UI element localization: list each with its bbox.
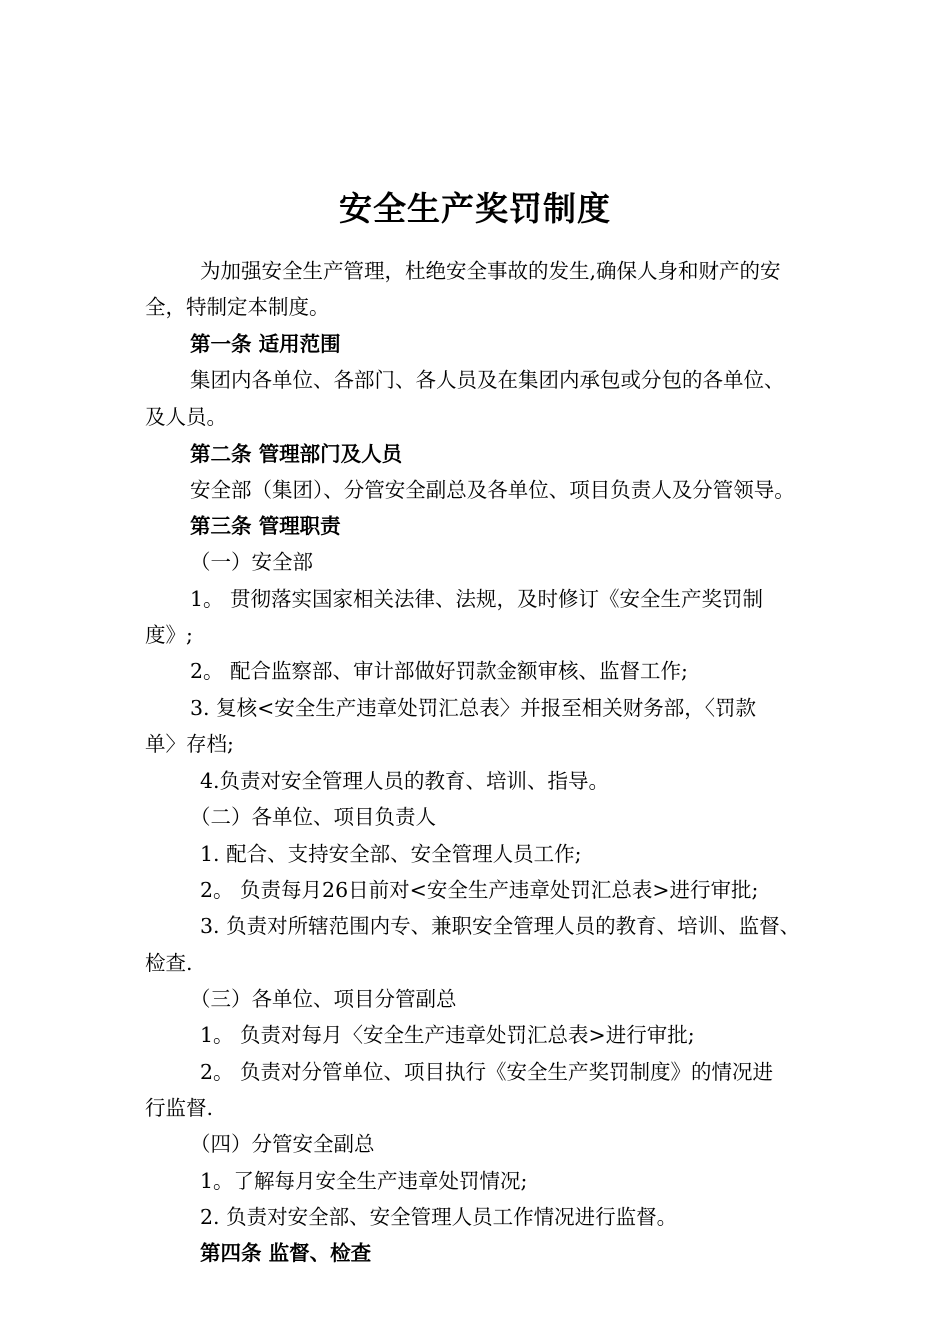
subsection-heading: （四）分管安全副总 bbox=[190, 1132, 375, 1156]
list-item-continuation: 度》; bbox=[145, 623, 193, 647]
paragraph-line: 集团内各单位、各部门、各人员及在集团内承包或分包的各单位、 bbox=[190, 368, 785, 392]
list-item: 2。 配合监察部、审计部做好罚款金额审核、监督工作; bbox=[190, 659, 688, 683]
list-item: 1. 配合、支持安全部、安全管理人员工作; bbox=[200, 842, 582, 866]
list-item: 3. 负责对所辖范围内专、兼职安全管理人员的教育、培训、监督、 bbox=[200, 914, 801, 938]
list-item-continuation: 行监督. bbox=[145, 1096, 214, 1120]
list-item-continuation: 检查. bbox=[145, 951, 193, 975]
section-heading: 第一条 适用范围 bbox=[190, 332, 341, 356]
list-item: 2。 负责每月26日前对<安全生产违章处罚汇总表>进行审批; bbox=[200, 878, 759, 902]
list-item: 2。 负责对分管单位、项目执行《安全生产奖罚制度》的情况进 bbox=[200, 1060, 774, 1084]
section-heading: 第二条 管理部门及人员 bbox=[190, 442, 403, 466]
paragraph-line: 全，特制定本制度。 bbox=[145, 295, 330, 319]
list-item: 3. 复核<安全生产违章处罚汇总表〉并报至相关财务部，〈罚款 bbox=[190, 696, 757, 720]
section-heading: 第三条 管理职责 bbox=[190, 514, 341, 538]
paragraph-line: 为加强安全生产管理，杜绝安全事故的发生,确保人身和财产的安 bbox=[200, 259, 781, 283]
document-title: 安全生产奖罚制度 bbox=[339, 189, 611, 228]
list-item-continuation: 单〉存档; bbox=[145, 732, 234, 756]
subsection-heading: （一）安全部 bbox=[190, 550, 313, 574]
paragraph-line: 及人员。 bbox=[145, 405, 227, 429]
list-item: 1。 贯彻落实国家相关法律、法规，及时修订《安全生产奖罚制 bbox=[190, 587, 764, 611]
subsection-heading: （三）各单位、项目分管副总 bbox=[190, 987, 457, 1011]
list-item: 1。 负责对每月〈安全生产违章处罚汇总表>进行审批; bbox=[200, 1023, 695, 1047]
subsection-heading: （二）各单位、项目负责人 bbox=[190, 805, 436, 829]
list-item: 2. 负责对安全部、安全管理人员工作情况进行监督。 bbox=[200, 1205, 678, 1229]
list-item: 1。了解每月安全生产违章处罚情况; bbox=[200, 1169, 528, 1193]
section-heading: 第四条 监督、检查 bbox=[200, 1241, 372, 1265]
list-item: 4.负责对安全管理人员的教育、培训、指导。 bbox=[200, 769, 610, 793]
paragraph-line: 安全部（集团）、分管安全副总及各单位、项目负责人及分管领导。 bbox=[190, 478, 795, 502]
